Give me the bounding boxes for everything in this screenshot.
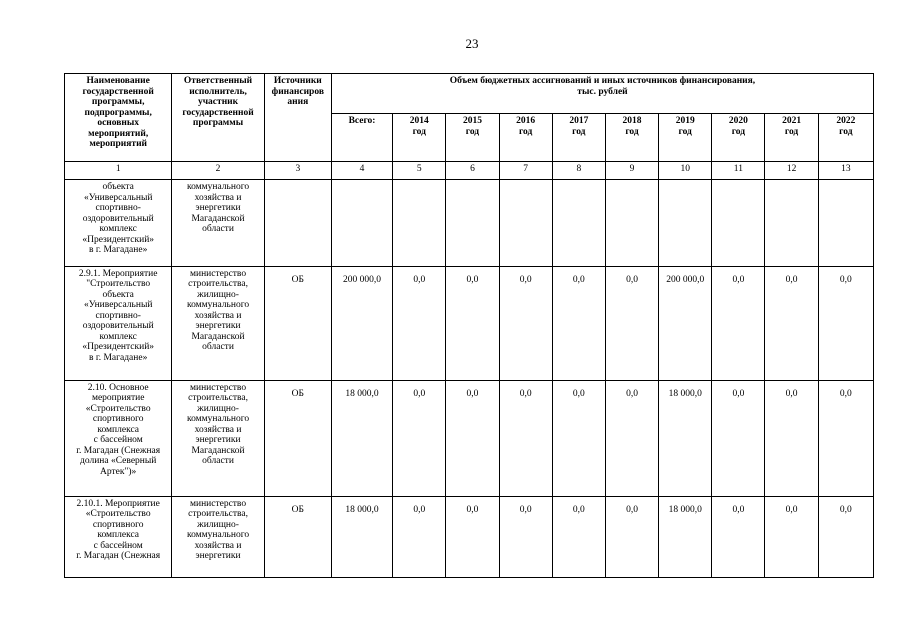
row-value: 0,0 [818, 380, 873, 496]
row-value: 0,0 [446, 496, 499, 578]
row-name: 2.9.1. Мероприятие "Строительство объекта «Универсальный спортивно- оздоровительный комплекс «Президентский» в г. Магадане» [65, 266, 172, 380]
column-number: 4 [331, 162, 392, 180]
row-value: 200 000,0 [659, 266, 712, 380]
row-name: объекта «Универсальный спортивно- оздоровительный комплекс «Президентский» в г. Магадане» [65, 180, 172, 267]
row-value: 18 000,0 [331, 380, 392, 496]
column-number: 13 [818, 162, 873, 180]
header-year: 2021 год [765, 114, 818, 162]
row-responsible: министерство строительства, жилищно- коммунального хозяйства и энергетики Магаданской области [172, 266, 264, 380]
column-number: 9 [605, 162, 658, 180]
budget-table [64, 73, 874, 578]
row-value: 0,0 [712, 266, 765, 380]
row-value: 0,0 [818, 266, 873, 380]
header-sources: Источники финансиров ания [264, 74, 331, 162]
row-value: 0,0 [499, 266, 552, 380]
row-value: 0,0 [765, 380, 818, 496]
header-total: Всего: [331, 114, 392, 162]
row-value: 0,0 [393, 380, 446, 496]
header-volume: Объем бюджетных ассигнований и иных источников финансирования, тыс. рублей [331, 74, 873, 114]
row-value [605, 180, 658, 267]
row-value: 18 000,0 [331, 496, 392, 578]
row-value [818, 180, 873, 267]
row-name: 2.10. Основное мероприятие «Строительство спортивного комплекса с бассейном г. Магадан (Снежная долина «Северный Артек")» [65, 380, 172, 496]
row-value: 0,0 [765, 266, 818, 380]
header-name: Наименование государственной программы, подпрограммы, основных мероприятий, мероприятий [65, 74, 172, 162]
row-value: 200 000,0 [331, 266, 392, 380]
header-year: 2017 год [552, 114, 605, 162]
row-responsible: министерство строительства, жилищно- коммунального хозяйства и энергетики [172, 496, 264, 578]
row-value [659, 180, 712, 267]
row-source: ОБ [264, 380, 331, 496]
table-row [65, 496, 874, 578]
column-number: 5 [393, 162, 446, 180]
column-number: 8 [552, 162, 605, 180]
row-value: 0,0 [446, 380, 499, 496]
row-value: 0,0 [393, 496, 446, 578]
header-responsible: Ответственный исполнитель, участник государственной программы [172, 74, 264, 162]
column-number: 10 [659, 162, 712, 180]
row-value: 0,0 [605, 266, 658, 380]
row-value: 18 000,0 [659, 380, 712, 496]
column-number: 6 [446, 162, 499, 180]
column-number: 7 [499, 162, 552, 180]
column-number: 11 [712, 162, 765, 180]
header-year: 2018 год [605, 114, 658, 162]
row-value: 0,0 [446, 266, 499, 380]
row-responsible: коммунального хозяйства и энергетики Магаданской области [172, 180, 264, 267]
table-row [65, 380, 874, 496]
page-number: 23 [465, 36, 479, 51]
header-year: 2015 год [446, 114, 499, 162]
row-value: 0,0 [552, 496, 605, 578]
row-value [765, 180, 818, 267]
header-row [65, 74, 874, 114]
row-value: 0,0 [818, 496, 873, 578]
row-source: ОБ [264, 266, 331, 380]
row-value: 0,0 [712, 380, 765, 496]
row-name: 2.10.1. Мероприятие «Строительство спортивного комплекса с бассейном г. Магадан (Снежная [65, 496, 172, 578]
header-year: 2020 год [712, 114, 765, 162]
column-number: 3 [264, 162, 331, 180]
row-value: 0,0 [712, 496, 765, 578]
row-value: 0,0 [552, 266, 605, 380]
row-value: 0,0 [393, 266, 446, 380]
row-value [499, 180, 552, 267]
row-responsible: министерство строительства, жилищно- коммунального хозяйства и энергетики Магаданской области [172, 380, 264, 496]
column-numbers-row [65, 162, 874, 180]
row-value [712, 180, 765, 267]
header-year: 2019 год [659, 114, 712, 162]
row-source: ОБ [264, 496, 331, 578]
row-value: 0,0 [765, 496, 818, 578]
row-value: 0,0 [605, 496, 658, 578]
header-year: 2022 год [818, 114, 873, 162]
row-value [393, 180, 446, 267]
row-value: 0,0 [605, 380, 658, 496]
row-value [446, 180, 499, 267]
row-source [264, 180, 331, 267]
row-value [552, 180, 605, 267]
table-row [65, 266, 874, 380]
column-number: 12 [765, 162, 818, 180]
row-value: 18 000,0 [659, 496, 712, 578]
header-year: 2016 год [499, 114, 552, 162]
row-value: 0,0 [552, 380, 605, 496]
row-value [331, 180, 392, 267]
header-year: 2014 год [393, 114, 446, 162]
table-row [65, 180, 874, 267]
column-number: 2 [172, 162, 264, 180]
row-value: 0,0 [499, 380, 552, 496]
row-value: 0,0 [499, 496, 552, 578]
column-number: 1 [65, 162, 172, 180]
